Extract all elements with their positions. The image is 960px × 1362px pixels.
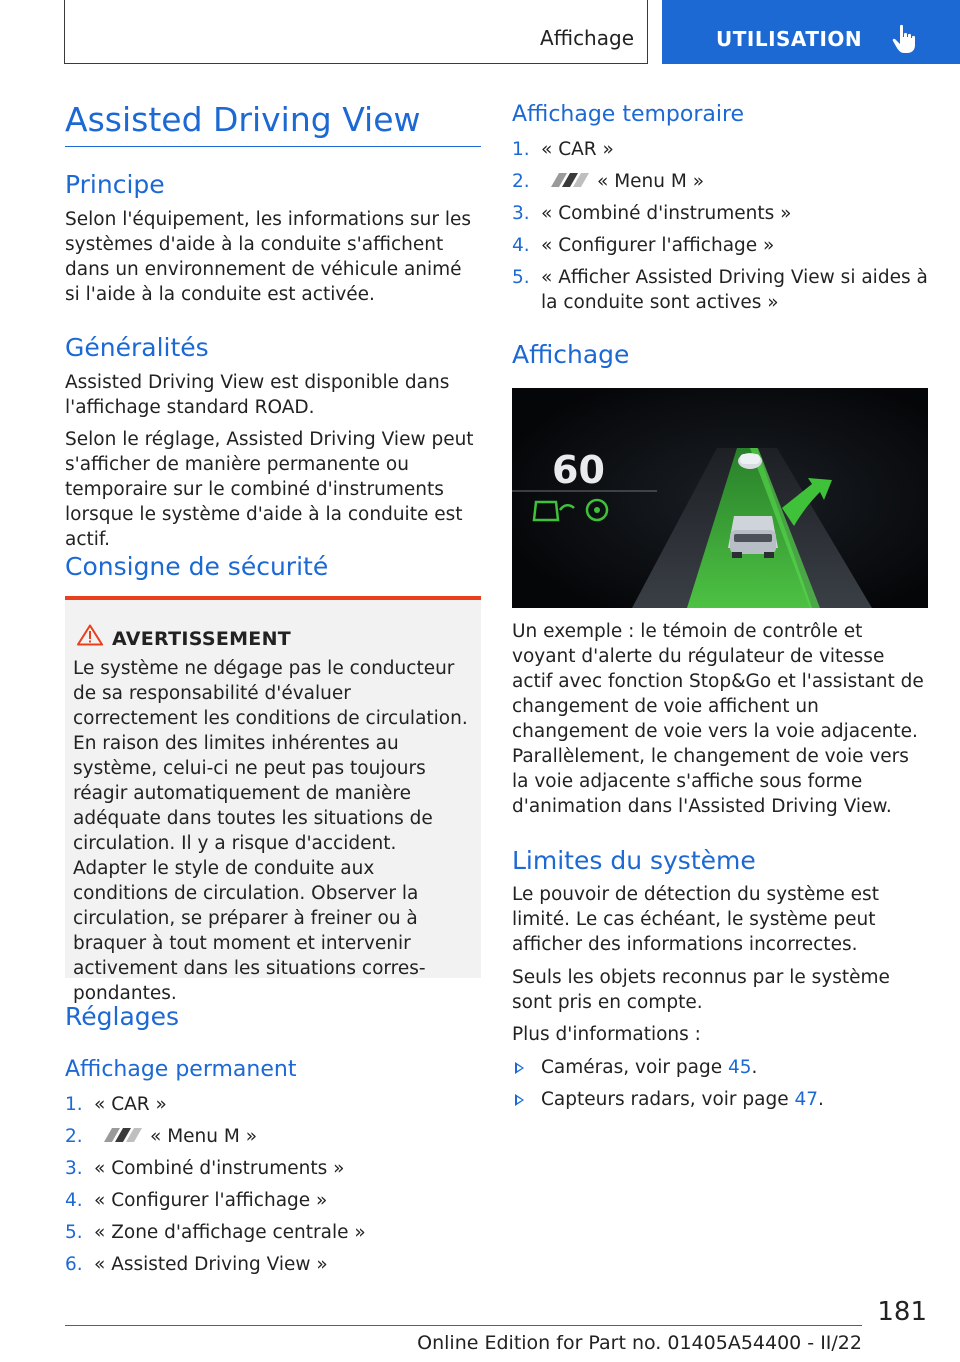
generalites-p1: Assisted Driving View est disponible dans l'affichage standard ROAD.	[65, 372, 450, 418]
list-item: Caméras, voir page 45.	[512, 1055, 928, 1087]
limites-heading: Limites du système	[512, 846, 756, 875]
list-item: 4. « Configurer l'affichage »	[65, 1190, 328, 1211]
assisted-driving-view-image	[512, 388, 928, 608]
warning-box	[65, 596, 481, 1004]
page-number: 181	[877, 1297, 927, 1327]
list-item: 1. « CAR »	[512, 139, 614, 160]
list-item: 5. « Zone d'affichage centrale »	[65, 1222, 366, 1243]
limites-p2: Seuls les objets reconnus par le système sont pris en compte.	[512, 967, 890, 1013]
reglages-heading: Réglages	[65, 1002, 180, 1031]
warning-text: Le système ne dégage pas le conducteur de sa responsabilité d'évaluer correctement les conditions de circulation. En raison des limites inhérentes au système, celui-ci ne peut pas toujours réagir automatiquement de manière adéquate dans toutes les situations de circulation. Il y a risque d'accident. Adapter le style de conduite aux conditions de circulation. Observer la circulation, se préparer à freiner ou à braquer à tout moment et intervenir activement dans les situations correspondantes.	[73, 658, 468, 1004]
generalites-heading: Généralités	[65, 333, 209, 362]
list-item: Capteurs radars, voir page 47.	[512, 1087, 928, 1119]
principe-heading: Principe	[65, 170, 165, 199]
warning-title: AVERTISSEMENT	[112, 628, 292, 650]
page-link[interactable]: 47	[794, 1089, 819, 1110]
hand-pointer-icon	[892, 24, 918, 54]
list-item: 3. « Combiné d'instruments »	[512, 203, 792, 224]
permanent-heading: Affichage permanent	[65, 1057, 297, 1082]
list-item: 2. « Menu M »	[65, 1126, 258, 1147]
m-logo-icon	[94, 1126, 144, 1144]
temporaire-steps	[512, 137, 928, 322]
list-item: 5. « Afficher Assisted Driving View si aides à la conduite sont actives »	[512, 267, 928, 313]
limites-p3: Plus d'informations :	[512, 1024, 701, 1045]
cluster-illustration	[512, 388, 928, 608]
permanent-steps	[65, 1092, 481, 1284]
figure-caption: Un exemple : le témoin de contrôle et voyant d'alerte du régulateur de vitesse actif avec fonction Stop&Go et l'assistant de changement de voie affichent un changement de voie vers la voie adjacente. Parallèlement, le changement de voie vers la voie adjacente s'affiche sous forme d'animation dans l'Assisted Driving View.	[512, 621, 924, 817]
list-item: 6. « Assisted Driving View »	[65, 1254, 328, 1275]
list-item: 3. « Combiné d'instruments »	[65, 1158, 345, 1179]
limites-p1: Le pouvoir de détection du système est limité. Le cas échéant, le système peut afficher des informations incorrectes.	[512, 884, 879, 955]
list-item: 4. « Configurer l'affichage »	[512, 235, 775, 256]
principe-text: Selon l'équipement, les informations sur les systèmes d'aide à la conduite s'affichent dans un environnement de véhicule animé si l'aide à la conduite est activée.	[65, 209, 472, 305]
generalites-p2: Selon le réglage, Assisted Driving View peut s'afficher de manière permanente ou temporaire sur le combiné d'instruments lorsque le système d'aide à la conduite est actif.	[65, 429, 474, 550]
footer-rule	[65, 1325, 862, 1326]
list-item: 2. « Menu M »	[512, 171, 705, 192]
page-link[interactable]: 45	[727, 1057, 752, 1078]
chapter-label: UTILISATION	[716, 27, 863, 51]
affichage-heading: Affichage	[512, 340, 630, 369]
chapter-tab[interactable]	[662, 0, 960, 64]
title-rule	[65, 146, 481, 147]
header-section-title: Affichage	[540, 26, 634, 50]
speed-readout: 60	[552, 448, 605, 492]
reference-list	[512, 1055, 928, 1119]
warning-triangle-icon	[77, 624, 103, 646]
securite-heading: Consigne de sécurité	[65, 552, 329, 581]
temporaire-heading: Affichage temporaire	[512, 102, 745, 127]
m-logo-icon	[541, 171, 591, 189]
page-title: Assisted Driving View	[65, 100, 421, 139]
list-item: 1. « CAR »	[65, 1094, 167, 1115]
footer-edition: Online Edition for Part no. 01405A54400 - II/22	[417, 1332, 862, 1354]
